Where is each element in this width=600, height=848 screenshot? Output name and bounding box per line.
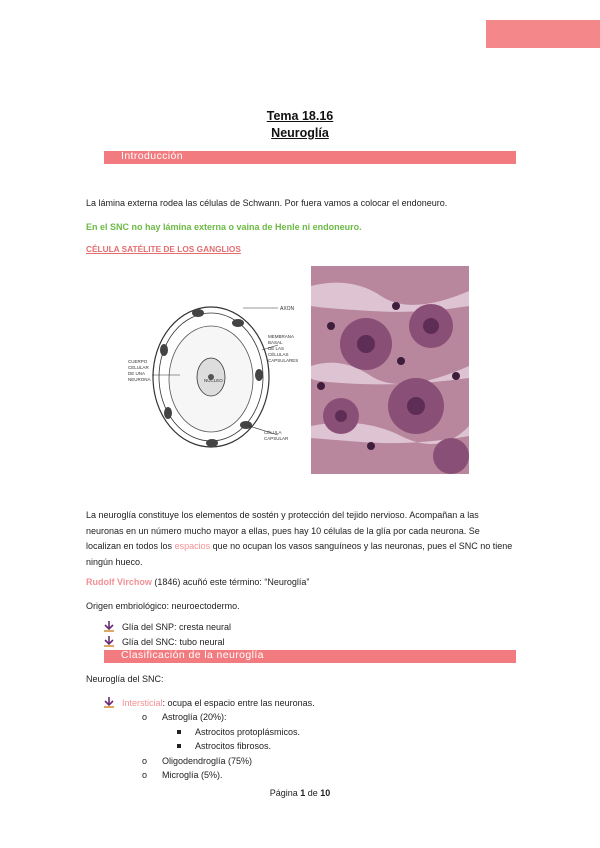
origin-line: Origen embriológico: neuroectodermo. [86, 601, 240, 611]
label-membrana: MEMBRANA BASAL DE LAS CÉLULAS CAPSULARES [268, 334, 299, 363]
intersticial-label: Intersticial [122, 697, 163, 708]
highlight-espacios: espacios [174, 541, 211, 551]
snc-note: En el SNC no hay lámina externa o vaina de Henle ni endoneuro. [86, 222, 362, 232]
list-item: Astrocitos fibrosos. [177, 741, 271, 751]
page-subtitle: Neuroglía [271, 126, 329, 140]
list-item: o Astroglía (20%): [142, 712, 227, 722]
label-cuerpo: CUERPO CELULAR DE UNA NEURONA [128, 359, 151, 382]
square-bullet-icon [177, 744, 181, 748]
label-celula: CÉLULA CAPSULAR [264, 430, 289, 441]
square-bullet-icon [177, 730, 181, 734]
arrow-bullet-icon [104, 697, 115, 708]
label-nucleo: NUCLEO [204, 378, 223, 383]
neuroglia-paragraph: La neuroglía constituye los elementos de sostén y protección del tejido nervioso. Acompañan a las neuronas en un número mucho mayor a ellas, pues hay 10 células de la glía por cada neurona. Se localizan en todos los espacios que no ocupan los vasos sanguíneos y las neuronas, pues el SNC no tiene ningún hueco. [86, 510, 513, 567]
list-item: Glía del SNP: cresta neural [104, 621, 231, 632]
virchow-name: Rudolf Virchow [86, 577, 152, 587]
page-title: Tema 18.16 [266, 109, 334, 123]
list-item: o Microglía (5%). [142, 770, 223, 780]
arrow-bullet-icon [104, 636, 115, 647]
classification-intro: Neuroglía del SNC: [86, 674, 164, 684]
list-item: Glía del SNC: tubo neural [104, 636, 225, 647]
lamina-text: La lámina externa rodea las células de Schwann. Por fuera vamos a colocar el endoneuro. [86, 198, 448, 208]
arrow-bullet-icon [104, 621, 115, 632]
page-footer: Página 1 de 10 [269, 788, 331, 798]
section-bar-intro [104, 151, 516, 164]
list-item: Intersticial : ocupa el espacio entre las neuronas. [104, 697, 315, 708]
micrograph-image [311, 266, 469, 474]
list-item: Astrocitos protoplásmicos. [177, 727, 300, 737]
section-title-classification: Clasificación de la neuroglía [121, 649, 264, 661]
section-bar-classification [104, 650, 516, 663]
list-item: o Oligodendroglía (75%) [142, 756, 253, 766]
section-title-intro: Introducción [121, 150, 184, 162]
satelite-heading: CÉLULA SATÉLITE DE LOS GANGLIOS [86, 244, 241, 254]
satellite-cell-diagram [128, 295, 308, 455]
virchow-line: Rudolf Virchow (1846) acuñó este término: “Neuroglía” [86, 577, 310, 587]
label-axon: AXON [280, 306, 295, 312]
corner-tab [486, 20, 600, 48]
